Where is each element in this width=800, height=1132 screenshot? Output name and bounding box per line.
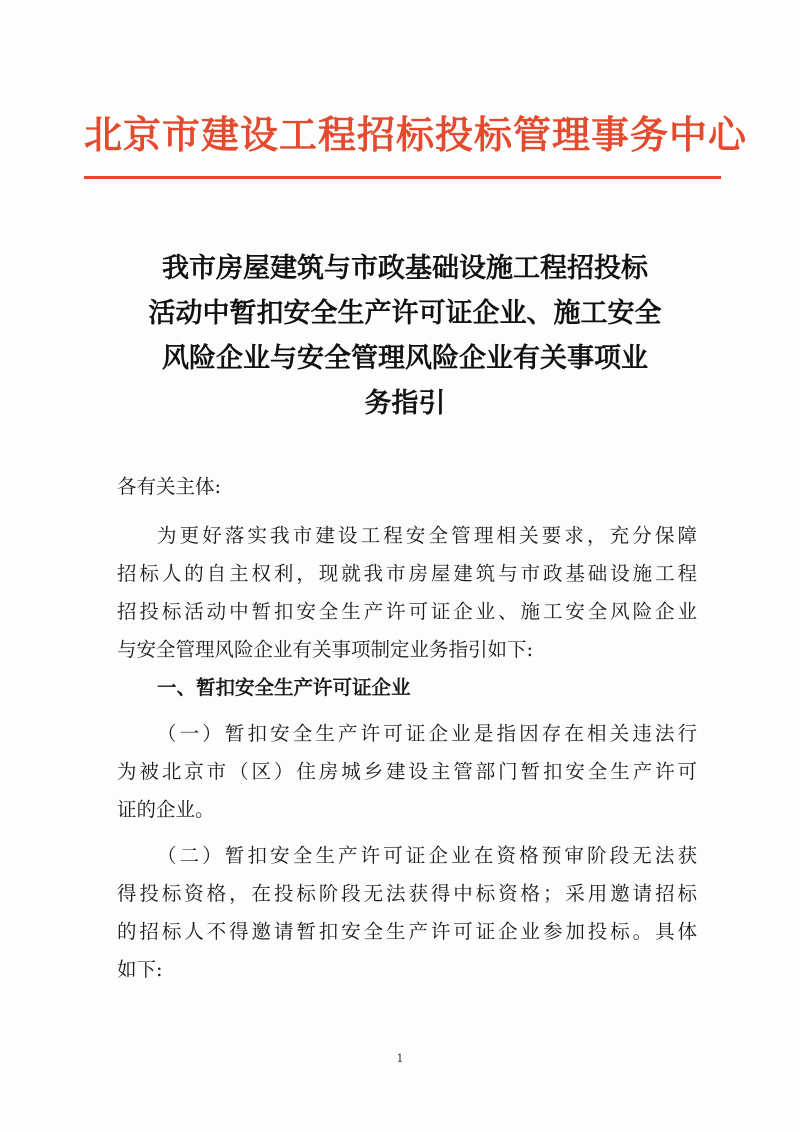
item-one-line: （一）暂扣安全生产许可证企业是指因存在相关违法行	[157, 722, 697, 745]
salutation: 各有关主体:	[117, 475, 222, 498]
title-line: 活动中暂扣安全生产许可证企业、施工安全	[148, 298, 662, 329]
intro-paragraph-line: 与安全管理风险企业有关事项制定业务指引如下:	[117, 638, 534, 661]
document-body	[117, 468, 697, 989]
intro-paragraph-line: 招标人的自主权利，现就我市房屋建筑与市政基础设施工程	[117, 562, 697, 585]
document-title	[120, 246, 690, 426]
item-two-line: 得投标资格，在投标阶段无法获得中标资格；采用邀请招标	[117, 882, 697, 905]
intro-paragraph-line: 为更好落实我市建设工程安全管理相关要求，充分保障	[157, 524, 697, 547]
intro-paragraph-line: 招投标活动中暂扣安全生产许可证企业、施工安全风险企业	[117, 600, 697, 623]
header-divider	[84, 176, 721, 179]
title-line: 务指引	[364, 388, 446, 419]
title-line: 风险企业与安全管理风险企业有关事项业	[162, 343, 648, 374]
title-line: 我市房屋建筑与市政基础设施工程招投标	[162, 253, 648, 284]
item-two-line: 如下:	[117, 958, 163, 981]
page-number: 1	[396, 1052, 404, 1065]
item-two-line: （二）暂扣安全生产许可证企业在资格预审阶段无法获	[157, 844, 697, 867]
organization-header: 北京市建设工程招标投标管理事务中心	[84, 112, 748, 157]
section-heading: 一、暂扣安全生产许可证企业	[157, 676, 411, 699]
item-one-line: 证的企业。	[117, 798, 215, 821]
item-two-line: 的招标人不得邀请暂扣安全生产许可证企业参加投标。具体	[117, 920, 697, 943]
item-one-line: 为被北京市（区）住房城乡建设主管部门暂扣安全生产许可	[117, 760, 697, 783]
